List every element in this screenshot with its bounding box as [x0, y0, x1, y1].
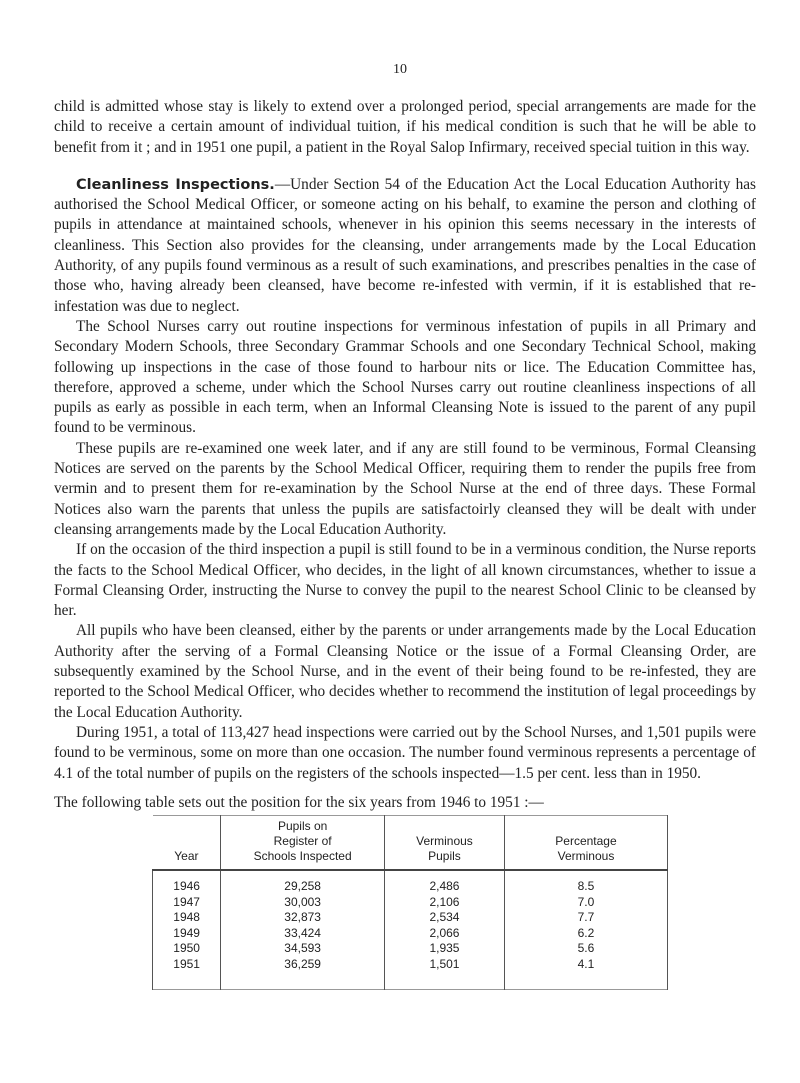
cell-verminous: 2,534: [384, 910, 504, 926]
cell-year: 1951: [153, 957, 221, 989]
cell-register: 36,259: [221, 957, 385, 989]
body-text: [54, 97, 756, 813]
verminous-pupils-table: [152, 815, 668, 990]
cell-percent: 6.2: [504, 926, 667, 942]
header-verminous: Verminous Pupils: [384, 816, 504, 871]
cell-year: 1947: [153, 895, 221, 911]
cell-percent: 7.7: [504, 910, 667, 926]
page-number: 10: [393, 62, 407, 77]
cell-register: 33,424: [221, 926, 385, 942]
paragraph-1951-totals: During 1951, a total of 113,427 head inspections were carried out by the School Nurses, and 1,501 pupils were found to be verminous, some on more than one occasion. The number found verminous represents a percentage of 4.1 of the total number of pupils on the registers of the schools inspected—1.5 per cent. less than in 1950.: [54, 723, 756, 782]
paragraph-reinfested: All pupils who have been cleansed, either by the parents or under arrangements made by the Local Education Authority after the serving of a Formal Cleansing Notice or the issue of a Formal Cleansing Order, are subsequently examined by the School Nurse, and in the event of their being found to be re-infested, they are reported to the School Medical Officer, who decides whether to recommend the institution of legal proceedings by the Local Education Authority.: [54, 622, 756, 721]
cell-verminous: 1,501: [384, 957, 504, 989]
cell-percent: 4.1: [504, 957, 667, 989]
paragraph-third-inspection: If on the occasion of the third inspection a pupil is still found to be in a verminous condition, the Nurse reports the facts to the School Medical Officer, who decides, in the light of all known circumstances, whether to issue a Formal Cleansing Order, instructing the Nurse to convey the pupil to the nearest School Clinic to be cleansed by her.: [54, 541, 756, 620]
cell-percent: 7.0: [504, 895, 667, 911]
cell-verminous: 1,935: [384, 941, 504, 957]
cell-verminous: 2,066: [384, 926, 504, 942]
paragraph-text: —Under Section 54 of the Education Act the Local Education Authority has authorised the School Medical Officer, or someone acting on his behalf, to examine the person and clothing of pupils in attendance at maintained schools, whenever in his opinion this seems necessary in the interests of cleanliness. This Section also provides for the cleansing, under arrangements made by the Local Education Authority, of any pupils found verminous as a result of such examinations, and prescribes penalties in the case of those who, having already been cleansed, have become re-infested with vermin, if it is established that re-infestation was due to neglect.: [54, 175, 756, 315]
header-register: Pupils on Register of Schools Inspected: [221, 816, 385, 871]
table-row: [153, 926, 668, 942]
cell-register: 34,593: [221, 941, 385, 957]
cell-register: 30,003: [221, 895, 385, 911]
cell-year: 1946: [153, 870, 221, 895]
header-percentage: Percentage Verminous: [504, 816, 667, 871]
table-row: [153, 941, 668, 957]
paragraph-cleanliness-inspections: [54, 175, 756, 317]
table-row: [153, 870, 668, 895]
cell-year: 1950: [153, 941, 221, 957]
cell-year: 1948: [153, 910, 221, 926]
table-row: [153, 895, 668, 911]
paragraph-formal-notices: These pupils are re-examined one week later, and if any are still found to be verminous, Formal Cleansing Notices are served on the parents by the School Medical Officer, requiring them to render the pupils free from vermin and to present them for re-examination by the School Nurse at the end of three days. These Formal Notices also warn the parents that unless the pupils are satisfactoirly cleansed they will be dealt with under cleansing arrangements made by the Local Education Authority.: [54, 439, 756, 538]
section-heading: Cleanliness Inspections.: [76, 176, 275, 193]
table-row: [153, 910, 668, 926]
table-intro: The following table sets out the position for the six years from 1946 to 1951 :—: [54, 793, 544, 811]
cell-verminous: 2,106: [384, 895, 504, 911]
cell-register: 32,873: [221, 910, 385, 926]
table-header-row: [153, 816, 668, 871]
cell-verminous: 2,486: [384, 870, 504, 895]
cell-year: 1949: [153, 926, 221, 942]
cell-percent: 8.5: [504, 870, 667, 895]
header-year: Year: [174, 849, 199, 863]
paragraph-continuation: child is admitted whose stay is likely to extend over a prolonged period, special arrangements are made for the child to receive a certain amount of individual tuition, if his medical condition is such that he will be able to benefit from it ; and in 1951 one pupil, a patient in the Royal Salop Infirmary, received special tuition in this way.: [54, 98, 756, 156]
table-row: [153, 957, 668, 989]
paragraph-routine-inspections: The School Nurses carry out routine inspections for verminous infestation of pupils in all Primary and Secondary Modern Schools, three Secondary Grammar Schools and one Secondary Technical School, making following up inspections in the case of those found to harbour nits or lice. The Education Committee has, therefore, approved a scheme, under which the School Nurses carry out routine cleanliness inspections of all pupils as early as possible in each term, when an Informal Cleansing Note is issued to the parent of any pupil found to be verminous.: [54, 317, 756, 437]
cell-register: 29,258: [221, 870, 385, 895]
cell-percent: 5.6: [504, 941, 667, 957]
